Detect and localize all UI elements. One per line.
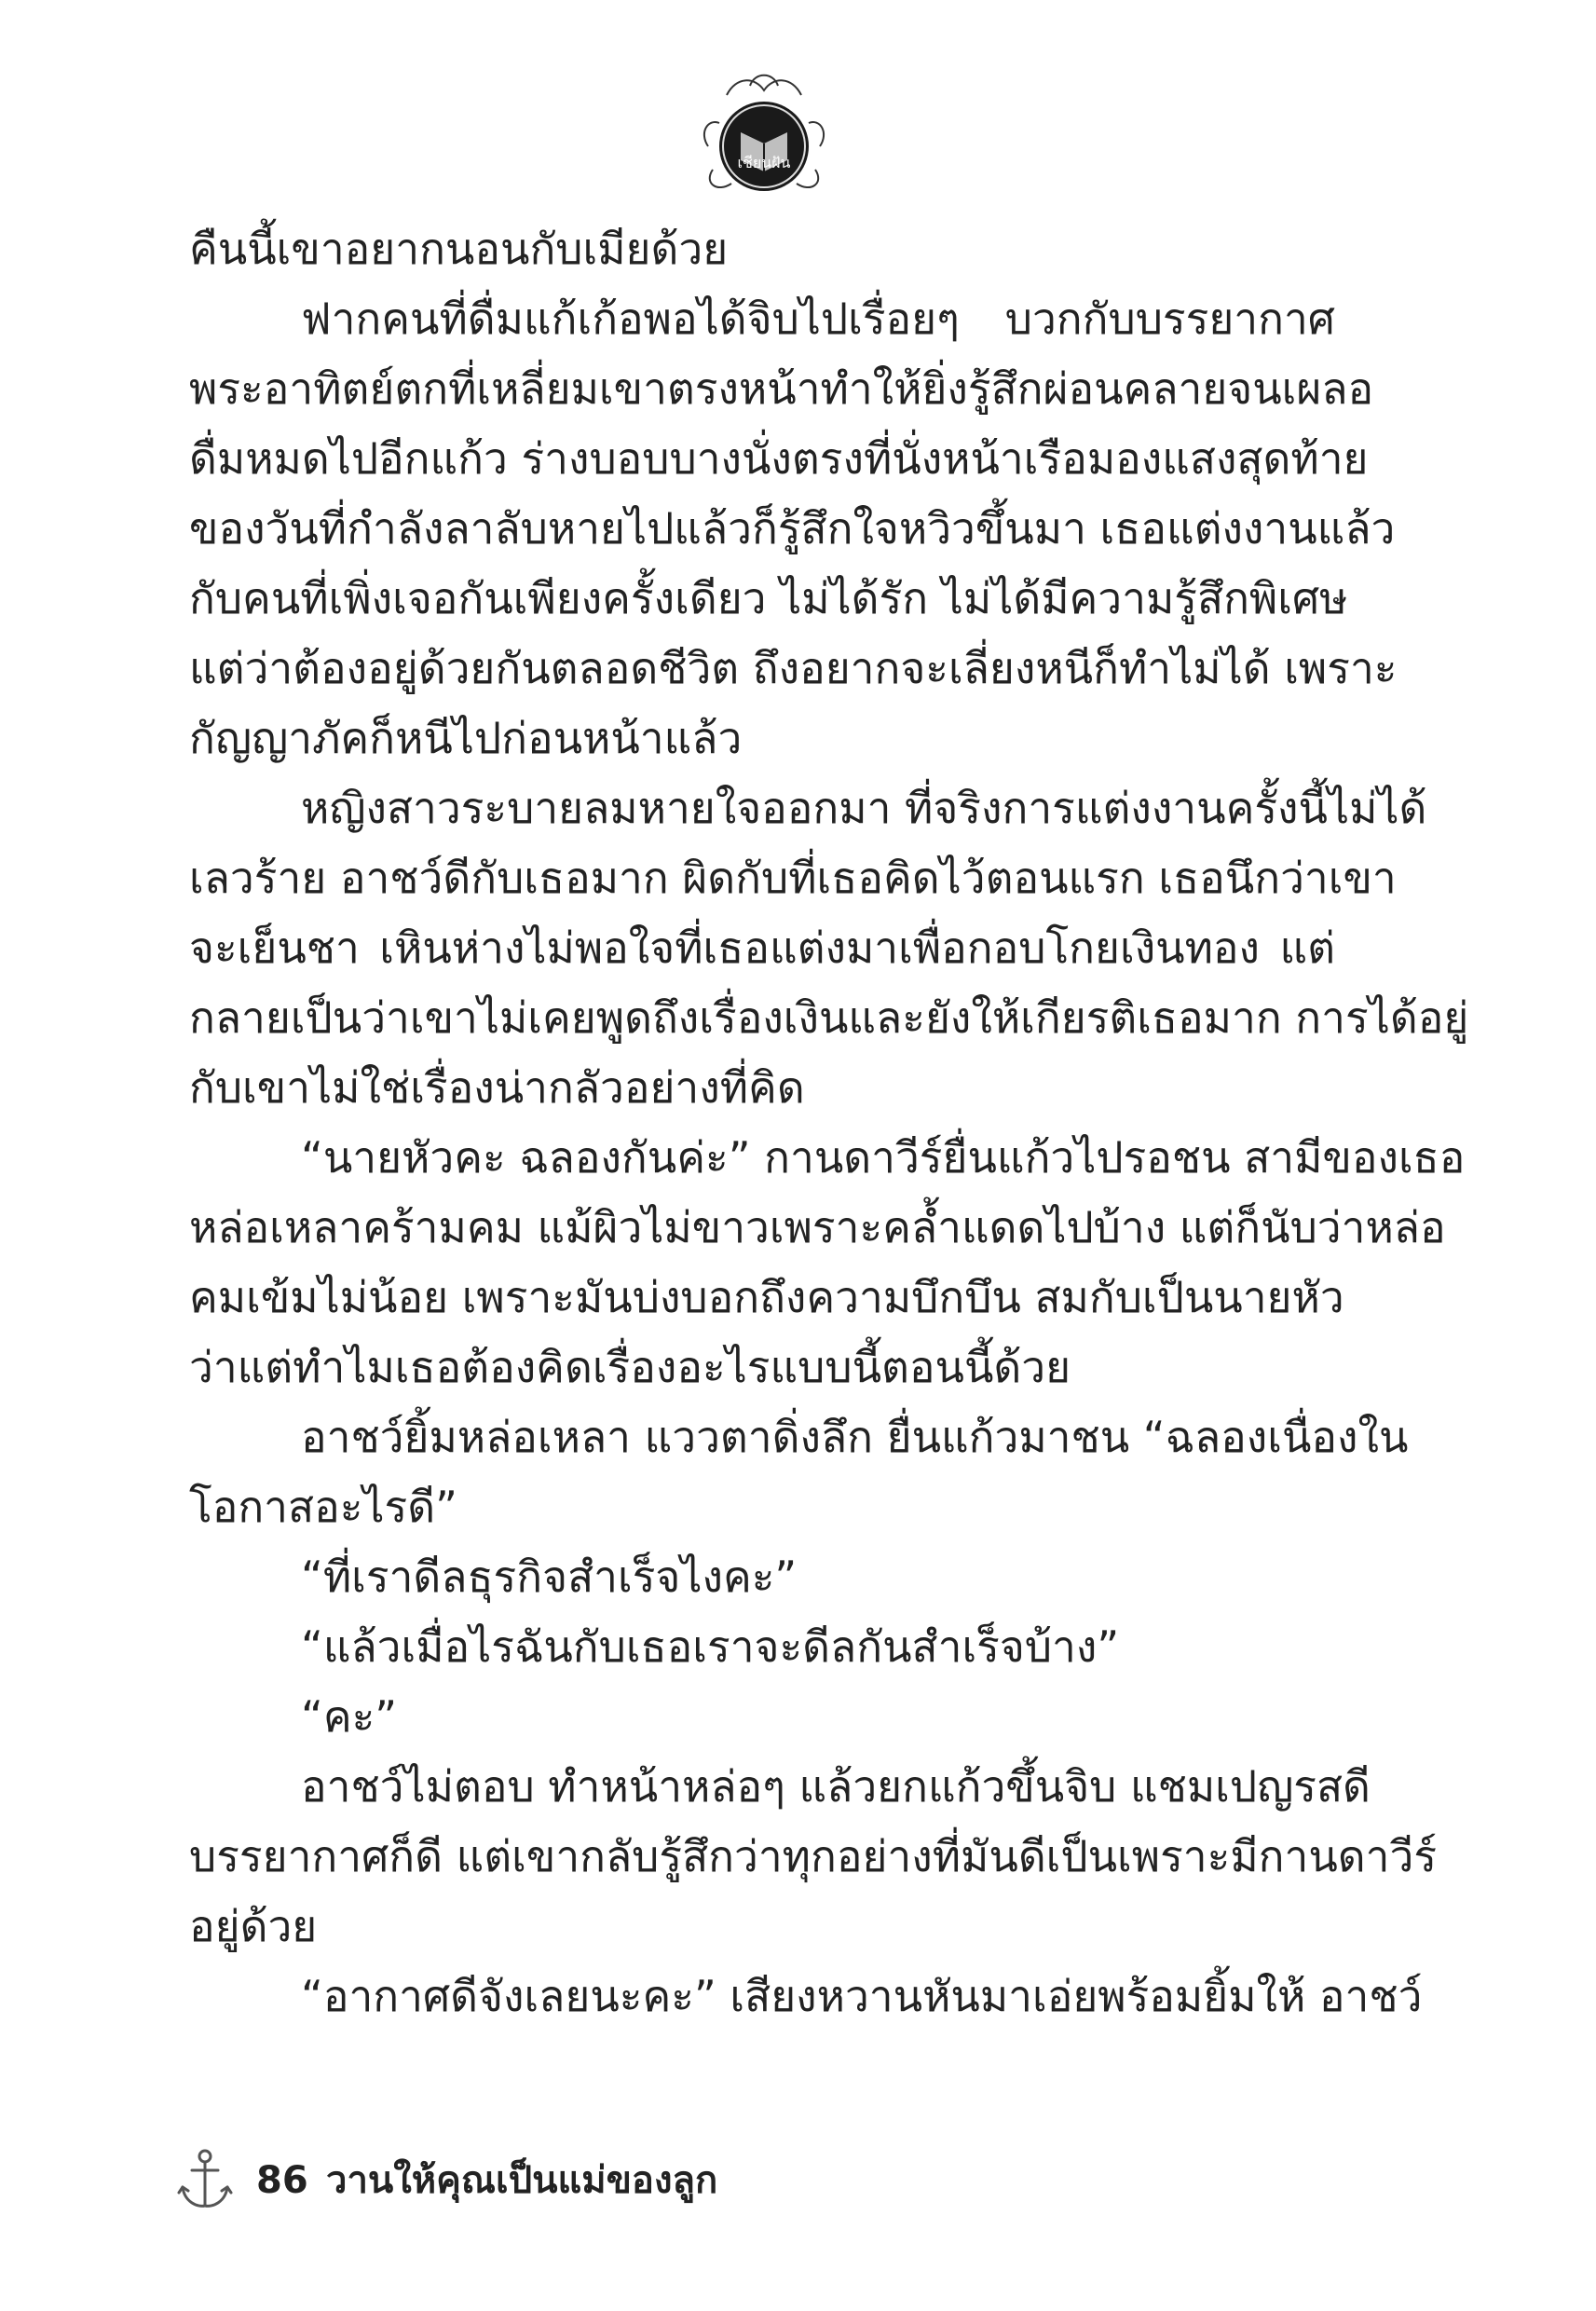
body-text	[189, 214, 1469, 2031]
paragraph-line: พระอาทิตย์ตกที่เหลี่ยมเขาตรงหน้าทำให้ยิ่งรู้สึกผ่อนคลายจนเผลอ	[189, 363, 1374, 414]
paragraph-line: “แล้วเมื่อไรฉันกับเธอเราจะดีลกันสำเร็จบ้าง”	[301, 1621, 1120, 1672]
paragraph-line: “ที่เราดีลธุรกิจสำเร็จไงคะ”	[301, 1552, 798, 1602]
paragraph-line: กับเขาไม่ใช่เรื่องน่ากลัวอย่างที่คิด	[189, 1062, 805, 1113]
paragraph-line: กับคนที่เพิ่งเจอกันเพียงครั้งเดียว ไม่ได้รัก ไม่ได้มีความรู้สึกพิเศษ	[189, 573, 1348, 623]
paragraph-line: หล่อเหลาคร้ามคม แม้ผิวไม่ขาวเพราะคล้ำแดดไปบ้าง แต่ก็นับว่าหล่อ	[189, 1202, 1446, 1252]
book-title: วานให้คุณเป็นแม่ของลูก	[326, 2159, 718, 2202]
paragraph-line: กลายเป็นว่าเขาไม่เคยพูดถึงเรื่องเงินและยังให้เกียรติเธอมาก การได้อยู่	[189, 992, 1469, 1043]
paragraph-line: “อากาศดีจังเลยนะคะ” เสียงหวานหันมาเอ่ยพร้อมยิ้มให้ อาชว์	[301, 1971, 1423, 2021]
paragraph-line: บรรยากาศก็ดี แต่เขากลับรู้สึกว่าทุกอย่างที่มันดีเป็นเพราะมีกานดาวีร์	[189, 1831, 1438, 1881]
paragraph-line: “นายหัวคะ ฉลองกันค่ะ” กานดาวีร์ยื่นแก้วไปรอชน สามีของเธอ	[301, 1132, 1466, 1183]
paragraph-line: เลวร้าย อาชว์ดีกับเธอมาก ผิดกับที่เธอคิดไว้ตอนแรก เธอนึกว่าเขา	[189, 853, 1397, 903]
paragraph-line: ดื่มหมดไปอีกแก้ว ร่างบอบบางนั่งตรงที่นั่งหน้าเรือมองแสงสุดท้าย	[189, 433, 1369, 484]
paragraph-line: โอกาสอะไรดี”	[189, 1482, 457, 1532]
paragraph-line: คืนนี้เขาอยากนอนกับเมียด้วย	[189, 224, 729, 274]
emblem-text: เชียนฝัน	[737, 154, 791, 171]
page-number: 86	[256, 2159, 308, 2202]
paragraph-line: กัญญาภัคก็หนีไปก่อนหน้าแล้ว	[189, 713, 743, 763]
paragraph-line: ฟากคนที่ดื่มแก้เก้อพอได้จิบไปเรื่อยๆ บวกกับบรรยากาศ	[301, 294, 1335, 344]
anchor-icon	[177, 2148, 233, 2213]
paragraph-line: ของวันที่กำลังลาลับหายไปแล้วก็รู้สึกใจหวิวขึ้นมา เธอแต่งงานแล้ว	[189, 503, 1396, 554]
paragraph-line: หญิงสาวระบายลมหายใจออกมา ที่จริงการแต่งงานครั้งนี้ไม่ได้	[301, 783, 1427, 833]
ornamental-emblem-icon	[699, 67, 829, 202]
paragraph-line: คมเข้มไม่น้อย เพราะมันบ่งบอกถึงความบึกบึน สมกับเป็นนายหัว	[189, 1272, 1344, 1322]
paragraph-line: จะเย็นชา เหินห่างไม่พอใจที่เธอแต่งมาเพื่อกอบโกยเงินทอง แต่	[189, 923, 1335, 973]
paragraph-line: “คะ”	[301, 1691, 398, 1742]
paragraph-line: อาชว์ไม่ตอบ ทำหน้าหล่อๆ แล้วยกแก้วขึ้นจิบ แชมเปญรสดี	[301, 1761, 1371, 1812]
page-footer	[177, 2148, 1016, 2222]
paragraph-line: อาชว์ยิ้มหล่อเหลา แววตาดิ่งลึก ยื่นแก้วมาชน “ฉลองเนื่องใน	[301, 1412, 1409, 1462]
paragraph-line: ว่าแต่ทำไมเธอต้องคิดเรื่องอะไรแบบนี้ตอนนี้ด้วย	[189, 1342, 1071, 1392]
paragraph-line: แต่ว่าต้องอยู่ด้วยกันตลอดชีวิต ถึงอยากจะเลี่ยงหนีก็ทำไม่ได้ เพราะ	[189, 643, 1398, 693]
paragraph-line: อยู่ด้วย	[189, 1901, 318, 1951]
